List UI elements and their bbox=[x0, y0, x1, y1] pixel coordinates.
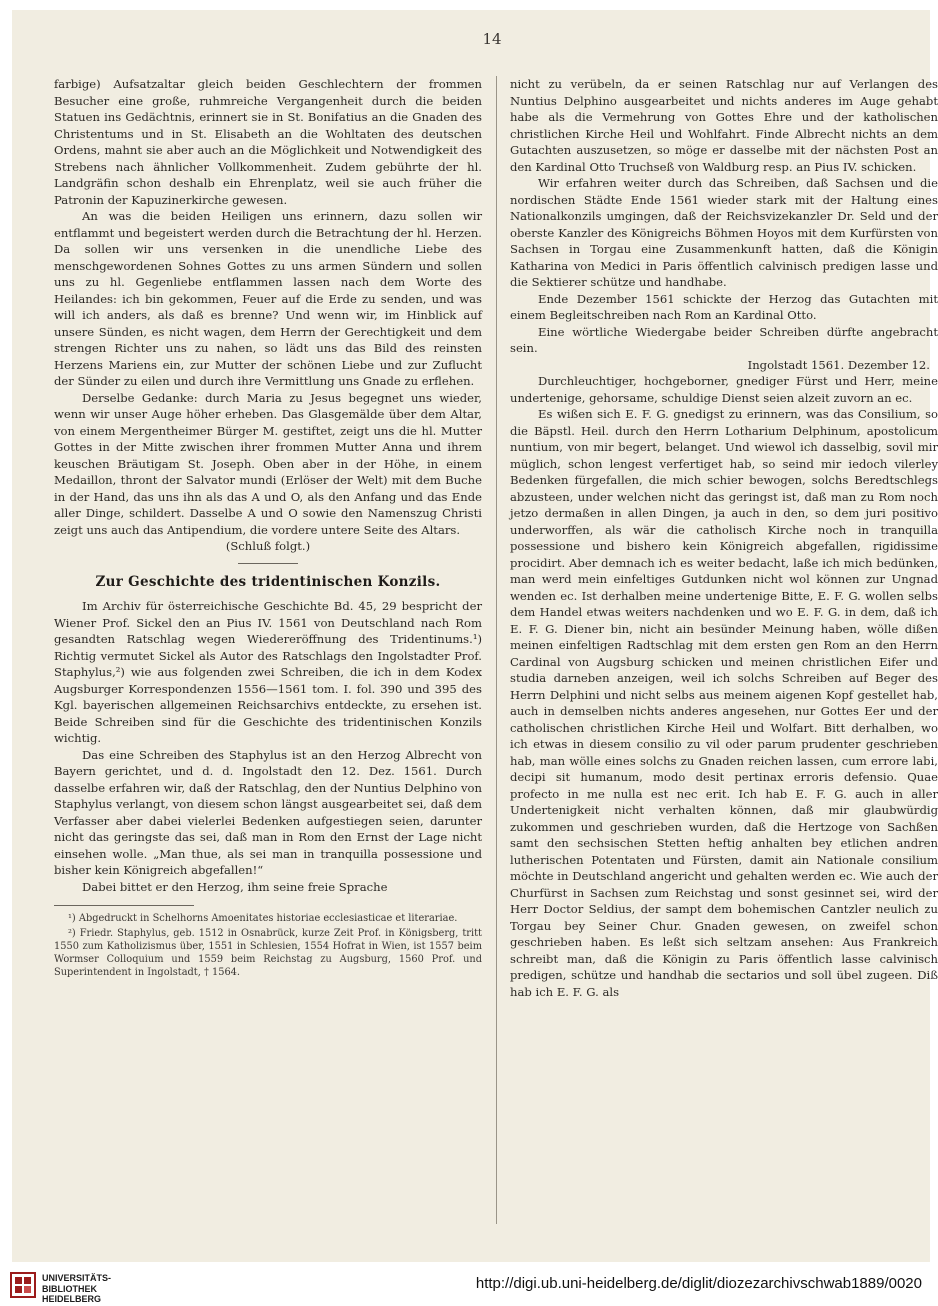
paragraph: Dabei bittet er den Herzog, ihm seine freie Sprache bbox=[82, 879, 388, 894]
footnote: ²) Friedr. Staphylus, geb. 1512 in Osnabrück, kurze Zeit Prof. in Königsberg, tritt 1550 zum Katholizismus über, 1551 in Schlesien, 1554 Hofrat in Wien, ist 1557 beim Wormser Colloquium und 1559 beim Reichstag zu Augsburg, 1560 Prof. und Superintendent in Ingolstadt, † 1564. bbox=[54, 928, 482, 978]
article-heading: Zur Geschichte des tridentinischen Konzils. bbox=[95, 573, 441, 590]
paragraph: Das eine Schreiben des Staphylus ist an den Herzog Albrecht von Bayern gerichtet, und d. d. Ingolstadt den 12. Dez. 1561. Durch dasselbe erfahren wir, daß der Ratschlag, den der Nuntius Delphino von Staphylus verlangt, von diesem schon längst ausgearbeitet sei, daß dem Verfasser aber dabei vielerlei Bedenken aufgestiegen seien, darunter nicht das geringste das sei, daß man in Rom den Ernst der Lage nicht einsehen wolle. „Man thue, als sei man in tranquilla possessione und bisher kein Königreich abgefallen!“ bbox=[54, 747, 482, 877]
library-name-line: HEIDELBERG bbox=[42, 1294, 102, 1304]
paragraph: farbige) Aufsatzaltar gleich beiden Geschlechtern der frommen Besucher eine große, ruhmreiche Vergangenheit durch die beiden Statuen ins Gedächtnis, erinnert sie in St. Bonifatius an die Gnaden des Christentums und in St. Elisabeth an die Wohltaten des deutschen Ordens, mahnt sie aber auch an die Möglichkeit und Notwendigkeit des Strebens nach ähnlicher Vollkommenheit. Zudem gebührte der hl. Landgräfin schon deshalb ein Ehrenplatz, weil sie auch früher die Patronin der Kapuzinerkirche gewesen. bbox=[54, 77, 482, 207]
library-name-line: UNIVERSITÄTS- bbox=[42, 1273, 112, 1283]
footnote-divider bbox=[54, 905, 194, 906]
letter-dateline: Ingolstadt 1561. Dezember 12. bbox=[747, 357, 930, 372]
paragraph: Ende Dezember 1561 schickte der Herzog das Gutachten mit einem Begleitschreiben nach Rom an Kardinal Otto. bbox=[510, 291, 938, 322]
column-rule bbox=[496, 76, 497, 1224]
library-name bbox=[42, 1273, 111, 1305]
to-be-continued-note: (Schluß folgt.) bbox=[225, 539, 311, 553]
permalink-url[interactable]: http://digi.ub.uni-heidelberg.de/diglit/diozezarchivschwab1889/0020 bbox=[475, 1275, 922, 1292]
page-number: 14 bbox=[482, 30, 502, 48]
scanned-page bbox=[12, 10, 938, 1262]
letter-paragraph: Durchleuchtiger, hochgeborner, gnediger Fürst und Herr, meine undertenige, gehorsame, schuldige Dienst seien alzeit zuvorn an ec. bbox=[510, 374, 938, 405]
right-column bbox=[510, 76, 938, 1000]
library-name-line: BIBLIOTHEK bbox=[42, 1283, 97, 1294]
paragraph: Eine wörtliche Wiedergabe beider Schreiben dürfte angebracht sein. bbox=[510, 324, 938, 355]
footnotes bbox=[54, 912, 482, 979]
left-column bbox=[54, 76, 482, 981]
library-logo-icon bbox=[10, 1272, 36, 1298]
footnote: ¹) Abgedruckt in Schelhorns Amoenitates historiae ecclesiasticae et literariae. bbox=[68, 913, 458, 924]
paragraph: Derselbe Gedanke: durch Maria zu Jesus begegnet uns wieder, wenn wir unser Auge höher erheben. Das Glasgemälde über dem Altar, von einem Mergentheimer Bürger M. gestiftet, zeigt uns die hl. Mutter Gottes in der Mitte zwischen ihrer frommen Mutter Anna und ihrem keuschen Bräutigam St. Joseph. Oben aber in der Höhe, in einem Medaillon, thront der Salvator mundi (Erlöser der Welt) mit dem Buche in der Hand, das uns ihn als das A und O, als den Anfang und das Ende aller Dinge, schildert. Dasselbe A und O sowie den Namenszug Christi zeigt uns auch das Antipendium, die vordere untere Seite des Altars. bbox=[54, 390, 482, 537]
footer-bar bbox=[0, 1262, 938, 1306]
section-divider bbox=[238, 563, 298, 564]
paragraph: An was die beiden Heiligen uns erinnern, dazu sollen wir entflammt und begeistert werden durch die Betrachtung der hl. Herzen. Da sollen wir uns versenken in die unendliche Liebe des menschgewordenen Sohnes Gottes zu uns armen Sündern und sollen uns zu hl. Gegenliebe entflammen lassen nach dem Worte des Heilandes: ich bin gekommen, Feuer auf die Erde zu senden, und was will ich anders, als daß es brenne? Und wenn wir, im Hinblick auf unsere Sünden, es nicht wagen, dem Herrn der Gerechtigkeit und dem strengen Richter uns zu nahen, so lädt uns das Bild des reinsten Herzens Mariens ein, zur Mutter der schönen Liebe und zur Zuflucht der Sünder zu eilen und durch ihre Vermittlung uns Gnade zu erflehen. bbox=[54, 209, 482, 388]
letter-paragraph: Es wißen sich E. F. G. gnedigst zu erinnern, was das Consilium, so die Bäpstl. Heil. durch den Herrn Lotharium Delphinum, apostolicum nuntium, von mir begert, belanget. Und wiewol ich dasselbig, sovil mir müglich, schon lengest verfertiget hab, so seind mir iedoch vilerley Bedenken fürgefallen, die mich schier bewogen, solchs Beredtschlegs abzusteen, under welchen nicht das geringst ist, daß man zu Rom noch jetzo dermaßen in allen Dingen, ja auch in den, so dem juri positivo underworffen, als wär die catholisch Kirche noch in tranquilla possessione und bishero kein Königreich abgefallen, rigidissime procidirt. Aber demnach ich es weiter bedacht, laße ich mich bedünken, man werd mein einfeltiges Gutdunken nicht wol können zur Ungnad wenden ec. Ist derhalben meine undertenige Bitte, E. F. G. wollen selbs dem Handel etwas weiters nachdenken und wo E. F. G. in dem, daß ich E. F. G. Diener bin, nicht ain besünder Meinung haben, wölle dißen meinen einfeltigen Radtschlag mit dem ersten gen Rom an den Herrn Cardinal von Augsburg schicken und meinen christlichen Eifer und studia darneben anzeigen, weil ich solchs Schreiben auf Beger des Herrn Delphini und nicht selbs aus meinem aigenen Kopf gestellet hab, auch in demselben nichts anderes angesehen, nur Gottes Eer und der catholischen christlichen Kirche Heil und Wolfart. Bitt derhalben, wo ich etwas in diesem consilio zu vil oder parum prudenter geschrieben hab, man wölle eines solchs zu Gnaden reichen lassen, cum errore labi, decipi sit humanum, modo desit pertinax erroris defensio. Quae profecto in me nulla est nec erit. Ich hab E. F. G. auch in aller Undertenigkeit nicht verhalten können, daß mir glaubwürdig zukommen und geschrieben wurden, daß die Hertzoge von Sachßen samt den sechsischen Stetten heftig anhalten bey etlichen andren lutherischen Potentaten und Fürsten, damit ain Nationale consilium möchte in Deutschland angericht und gehalten werden ec. Wie auch der Churfürst in Sachsen zum Reichstag und sonst gesinnet sei, wird der Herr Doctor Seldius, der sampt dem bohemischen Cantzler neulich zu Torgau bey Seiner Chur. Gnaden gewesen, on zweifel schon geschrieben haben. Es leßt sich seltzam ansehen: Aus Frankreich schreibt man, daß die Königin zu Paris öffentlich lasse calvinisch predigen, schütze und handhab die sectarios und soll übel zugeen. Diß hab ich E. F. G. als bbox=[510, 407, 938, 999]
paragraph: nicht zu verübeln, da er seinen Ratschlag nur auf Verlangen des Nuntius Delphino ausgearbeitet und nichts anderes im Auge gehabt habe als die Vermehrung von Gottes Ehre und der katholischen christlichen Kirche Heil und Wohlfahrt. Finde Albrecht nichts an dem Gutachten auszusetzen, so möge er dasselbe mit der nächsten Post an den Kardinal Otto Truchseß von Waldburg resp. an Pius IV. schicken. bbox=[510, 77, 938, 174]
paragraph: Im Archiv für österreichische Geschichte Bd. 45, 29 bespricht der Wiener Prof. Sickel den an Pius IV. 1561 von Deutschland nach Rom gesandten Ratschlag wegen Wiedereröffnung des Tridentinums.¹) Richtig vermutet Sickel als Autor des Ratschlags den Ingolstadter Prof. Staphylus,²) wie aus folgenden zwei Schreiben, die ich in dem Kodex Augsburger Korrespondenzen 1556—1561 tom. I. fol. 390 und 395 des Kgl. bayerischen allgemeinen Reichsarchivs entdeckte, zu ersehen ist. Beide Schreiben sind für die Geschichte des tridentinischen Konzils wichtig. bbox=[54, 599, 482, 745]
paragraph: Wir erfahren weiter durch das Schreiben, daß Sachsen und die nordischen Städte Ende 1561 wieder stark mit der Haltung eines Nationalkonzils umgingen, daß der Reichsvizekanzler Dr. Seld und der oberste Kanzler des Königreichs Böhmen Hoyos mit dem Kurfürsten von Sachsen in Torgau eine Zusammenkunft hatten, daß die Königin Katharina von Medici in Paris öffentlich calvinisch predigen lasse und die Sektierer schütze und handhabe. bbox=[510, 176, 938, 289]
